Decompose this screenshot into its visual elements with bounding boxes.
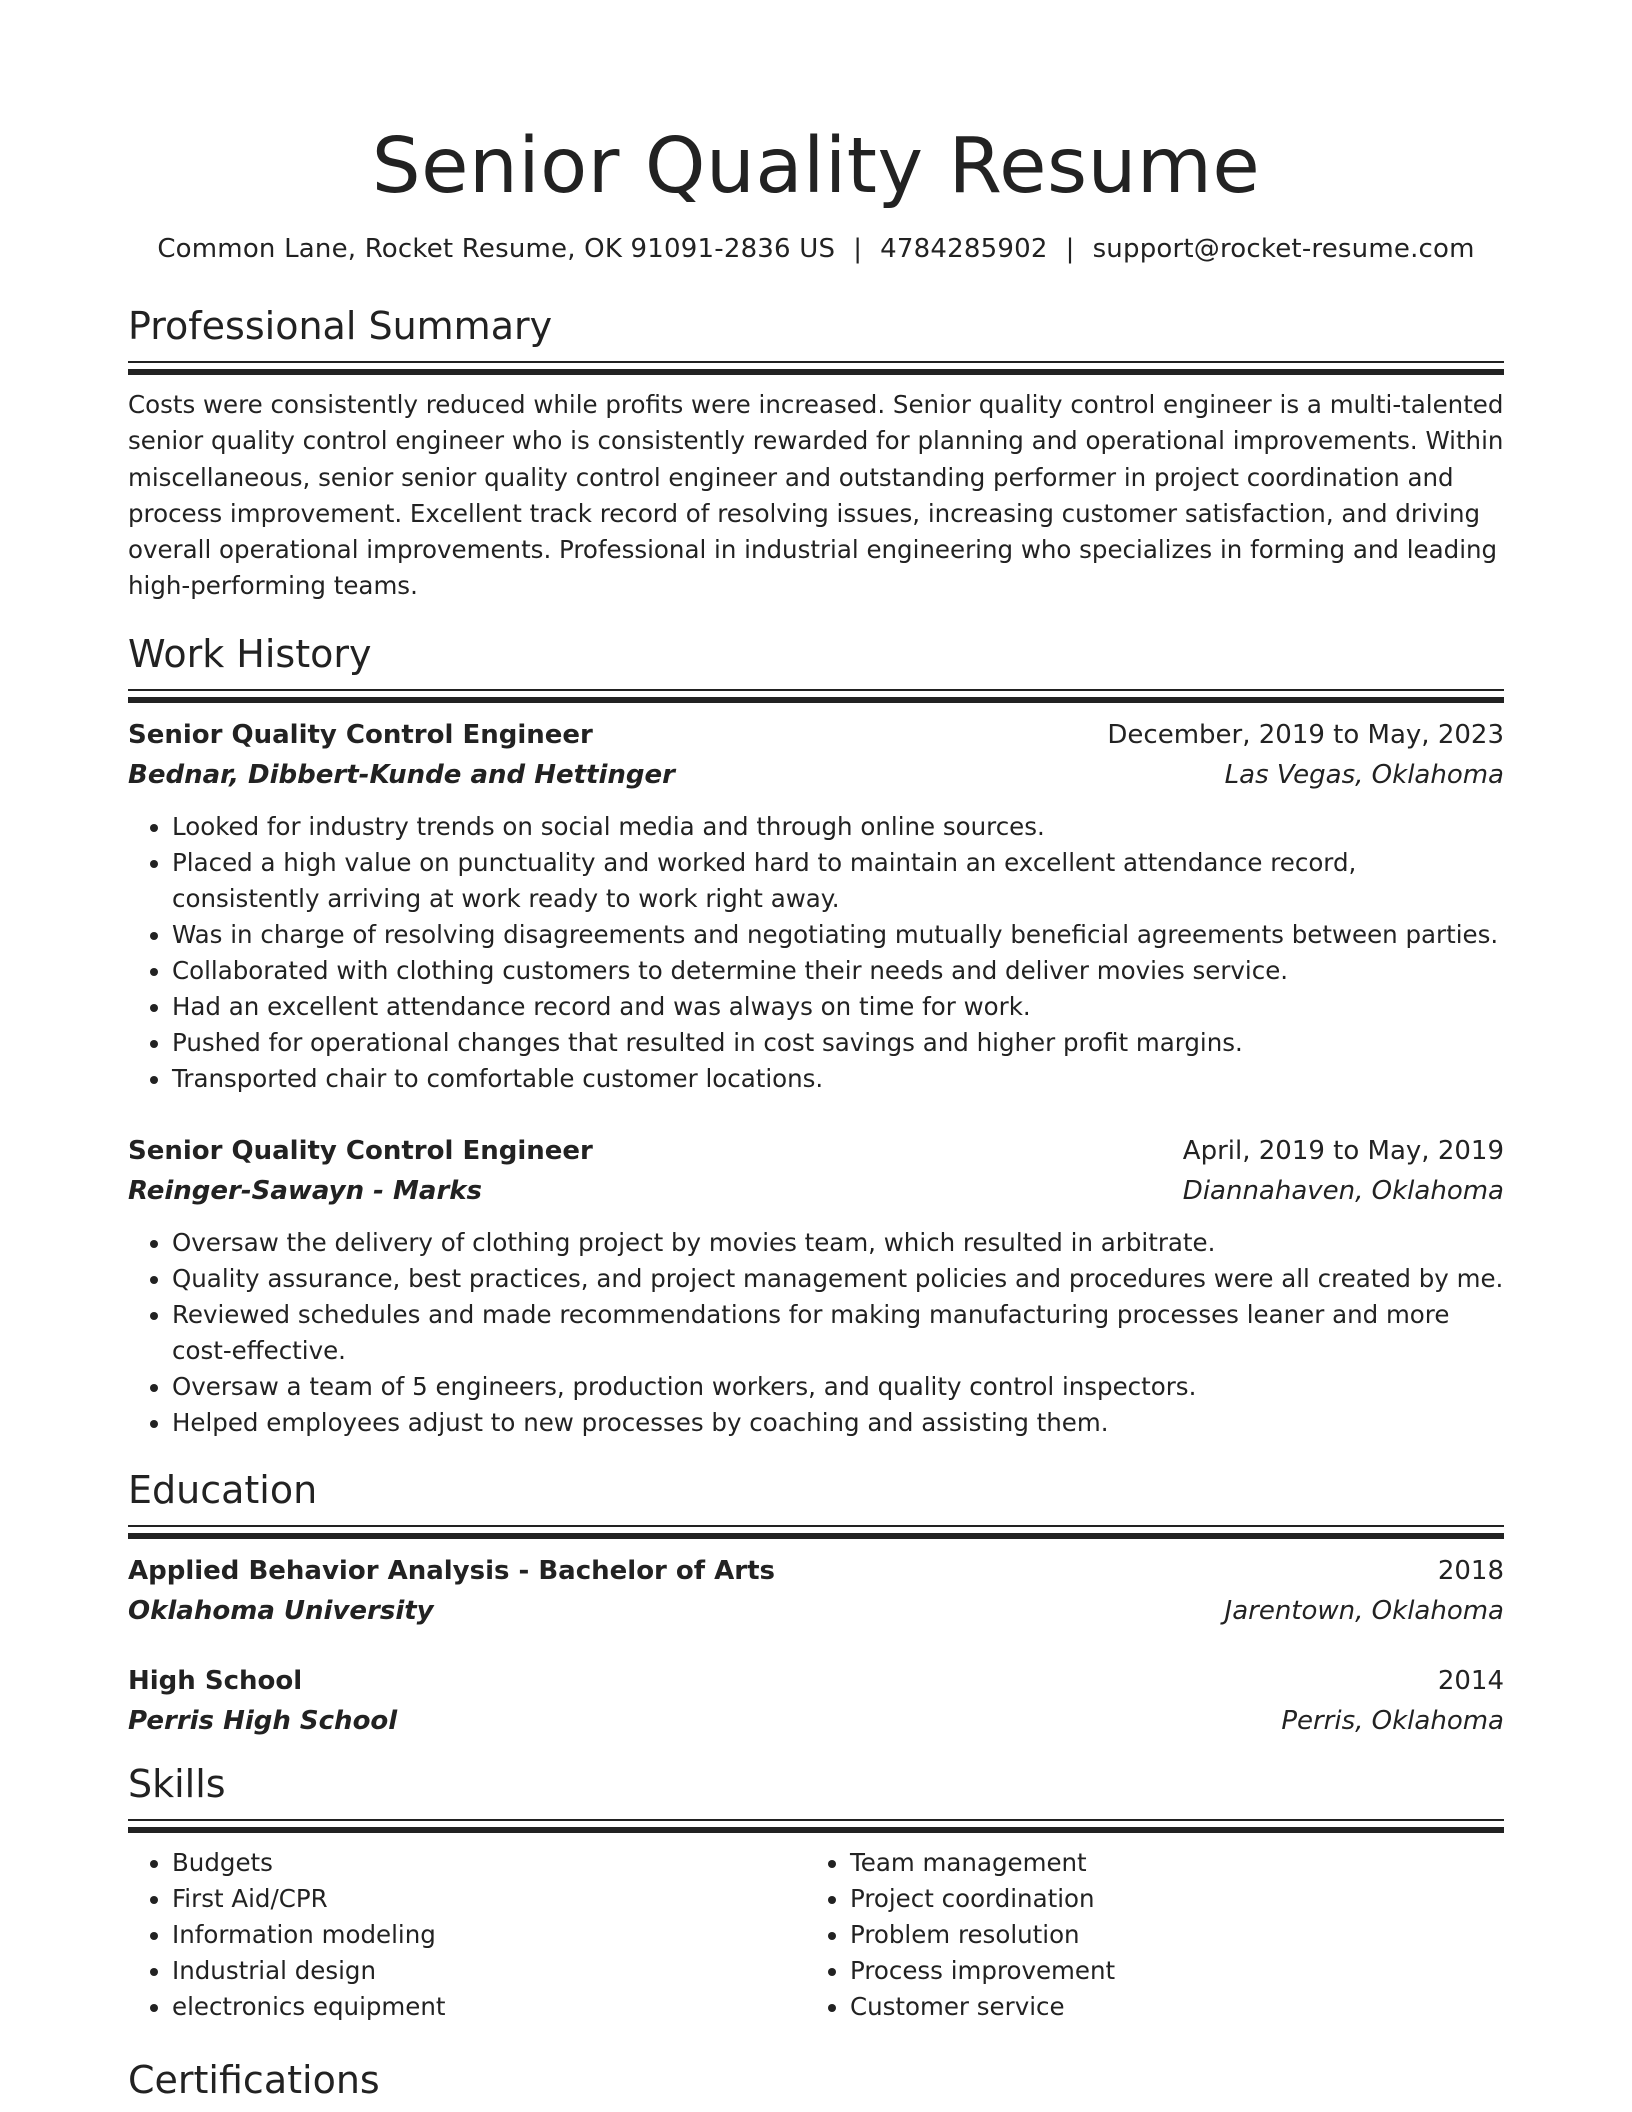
job-bullet: • Helped employees adjust to new processes by coaching and assisting them. — [172, 1405, 1504, 1441]
education-section — [128, 1465, 1504, 1741]
job-bullet: • Was in charge of resolving disagreements and negotiating mutually beneficial agreements between parties. — [172, 917, 1504, 953]
section-divider — [128, 689, 1504, 703]
section-heading-work-history: Work History — [128, 631, 372, 676]
job-bullet: • Reviewed schedules and made recommendations for making manufacturing processes leaner and more cost-effective. — [172, 1297, 1504, 1369]
education-location: Perris, Oklahoma — [1281, 1705, 1504, 1736]
skills-section — [128, 1759, 1504, 2025]
education-entry — [128, 1661, 1504, 1741]
section-heading-skills: Skills — [128, 1761, 226, 1806]
job-bullet: • Pushed for operational changes that resulted in cost savings and higher profit margins. — [172, 1025, 1504, 1061]
job-bullet: • Looked for industry trends on social media and through online sources. — [172, 809, 1504, 845]
education-year: 2014 — [1437, 1665, 1504, 1696]
skills-list-right — [806, 1845, 1484, 2025]
contact-address: Common Lane, Rocket Resume, OK 91091-2836 US — [157, 234, 836, 264]
job-bullet: • Collaborated with clothing customers to determine their needs and deliver movies service. — [172, 953, 1504, 989]
summary-text: Costs were consistently reduced while profits were increased. Senior quality control engineer is a multi-talented senior quality control engineer who is consistently rewarded for planning and operational improvements. Within miscellaneous, senior senior quality control engineer and outstanding performer in project coordination and process improvement. Excellent track record of resolving issues, increasing customer satisfaction, and driving overall operational improvements. Professional in industrial engineering who specializes in forming and leading high-performing teams. — [128, 390, 1504, 601]
section-divider — [128, 361, 1504, 375]
contact-phone: 4784285902 — [880, 234, 1048, 264]
job-bullet-list — [128, 809, 1504, 1097]
job-location: Diannahaven, Oklahoma — [1182, 1175, 1504, 1206]
education-location: Jarentown, Oklahoma — [1224, 1595, 1504, 1626]
skill-item: • Problem resolution — [850, 1917, 1484, 1953]
education-degree: Applied Behavior Analysis - Bachelor of Arts — [128, 1555, 776, 1586]
skill-item: • Industrial design — [172, 1953, 806, 1989]
section-heading-education: Education — [128, 1467, 318, 1512]
work-history-section — [128, 629, 1504, 1441]
skill-item: • Process improvement — [850, 1953, 1484, 1989]
resume-title: Senior Quality Resume — [371, 122, 1261, 211]
job-title: Senior Quality Control Engineer — [128, 719, 593, 750]
contact-separator: | — [1065, 234, 1075, 264]
contact-email: support@rocket-resume.com — [1092, 234, 1475, 264]
job-bullet-list — [128, 1225, 1504, 1441]
job-bullet: • Oversaw a team of 5 engineers, production workers, and quality control inspectors. — [172, 1369, 1504, 1405]
education-year: 2018 — [1437, 1555, 1504, 1586]
job-bullet: • Placed a high value on punctuality and worked hard to maintain an excellent attendance record, consistently arriving at work ready to work right away. — [172, 845, 1504, 917]
job-title: Senior Quality Control Engineer — [128, 1135, 593, 1166]
certifications-section — [128, 2055, 1504, 2105]
education-degree: High School — [128, 1665, 303, 1696]
education-school: Perris High School — [128, 1705, 398, 1736]
education-school-row — [128, 1591, 1504, 1631]
section-divider — [128, 1819, 1504, 1833]
education-school-row — [128, 1701, 1504, 1741]
job-company-row — [128, 1171, 1504, 1211]
job-location: Las Vegas, Oklahoma — [1224, 759, 1504, 790]
section-heading-summary: Professional Summary — [128, 304, 553, 348]
education-entry — [128, 1551, 1504, 1631]
job-header-row — [128, 1131, 1504, 1171]
education-school: Oklahoma University — [128, 1595, 434, 1626]
job-company-row — [128, 755, 1504, 795]
summary-section — [128, 301, 1504, 605]
job-dates: April, 2019 to May, 2019 — [1182, 1135, 1504, 1166]
education-header-row — [128, 1661, 1504, 1701]
section-divider — [128, 1525, 1504, 1539]
job-bullet: • Transported chair to comfortable customer locations. — [172, 1061, 1504, 1097]
skill-item: • Budgets — [172, 1845, 806, 1881]
job-dates: December, 2019 to May, 2023 — [1107, 719, 1504, 750]
section-heading-certifications: Certifications — [128, 2057, 380, 2102]
skill-item: • Information modeling — [172, 1917, 806, 1953]
job-company: Reinger-Sawayn - Marks — [128, 1175, 483, 1206]
skill-item: • electronics equipment — [172, 1989, 806, 2025]
skill-item: • Customer service — [850, 1989, 1484, 2025]
job-entry — [128, 715, 1504, 1097]
education-header-row — [128, 1551, 1504, 1591]
job-header-row — [128, 715, 1504, 755]
skill-item: • Team management — [850, 1845, 1484, 1881]
skill-item: • First Aid/CPR — [172, 1881, 806, 1917]
skills-columns — [128, 1845, 1504, 2025]
job-bullet: • Oversaw the delivery of clothing project by movies team, which resulted in arbitrate. — [172, 1225, 1504, 1261]
job-entry — [128, 1131, 1504, 1441]
job-company: Bednar, Dibbert-Kunde and Hettinger — [128, 759, 675, 790]
skill-item: • Project coordination — [850, 1881, 1484, 1917]
contact-line — [128, 231, 1504, 267]
contact-separator: | — [853, 234, 863, 264]
resume-page — [128, 0, 1504, 2105]
job-bullet: • Had an excellent attendance record and was always on time for work. — [172, 989, 1504, 1025]
skills-list-left — [128, 1845, 806, 2025]
job-bullet: • Quality assurance, best practices, and project management policies and procedures were all created by me. — [172, 1261, 1504, 1297]
